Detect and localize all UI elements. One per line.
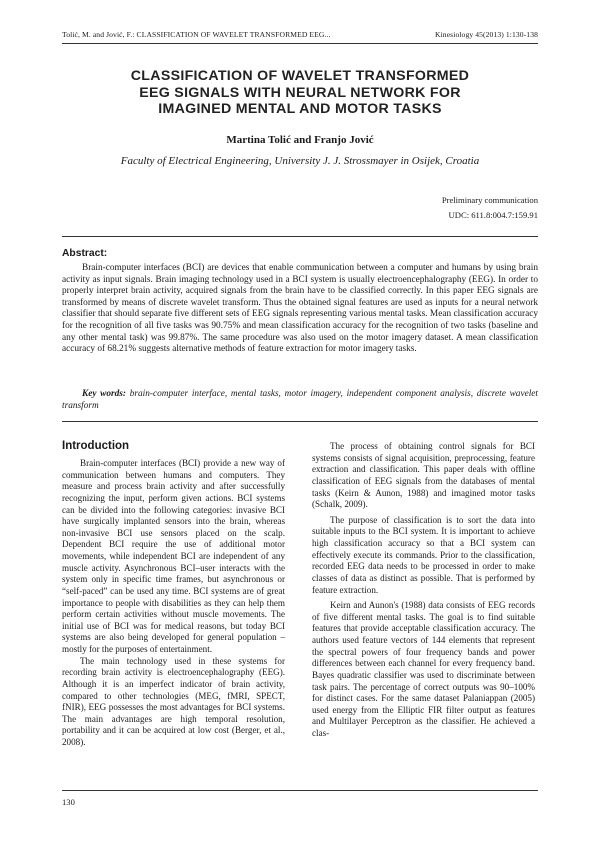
- title-line: CLASSIFICATION OF WAVELET TRANSFORMED: [130, 68, 470, 84]
- left-column: [62, 458, 285, 749]
- footer-divider: [62, 790, 538, 791]
- paragraph: Brain-computer interfaces (BCI) provide a new way of communication between humans and computers. They measure and process brain activity and after successfully recognizing the input, perform given actions. BCI systems can be divided into the following categories: invasive BCI have surgically implanted sensors into the brain, whereas non-invasive BCI use sensors placed on the scalp. Dependent BCI require the use of additional motor movements, while independent BCI are independent of any muscle activity. Asynchronous BCI–user interacts with the system only in specific time frames, but asynchronous or “self-paced” can be used any time. BCI systems are of great importance to people with disabilities as they can help them perform certain activities without muscle movements. The initial use of BCI was for medical reasons, but today BCI systems are also being developed for general population – mostly for the purposes of entertainment.: [62, 458, 285, 654]
- page-number: 130: [62, 797, 75, 807]
- paper-meta: [442, 193, 538, 223]
- abstract-bottom-divider: [62, 421, 538, 422]
- paper-type: Preliminary communication: [441, 195, 538, 205]
- running-head-journal: Kinesiology 45(2013) 1:130-138: [435, 30, 538, 39]
- paper-title: [62, 68, 538, 118]
- affiliation: Faculty of Electrical Engineering, University J. J. Strossmayer in Osijek, Croatia: [120, 155, 480, 167]
- abstract-top-divider: [62, 236, 538, 237]
- keywords: [62, 389, 538, 412]
- paragraph: The main technology used in these systems for recording brain activity is electroencephalography (EEG). Although it is an imperfect indicator of brain activity, compared to other technologies (MEG, fMRI, SPECT, fNIR), EEG possesses the most advantages for BCI systems. The main advantages are high temporal resolution, portability and it can be acquired at low cost (Berger, et al., 2008).: [62, 655, 285, 747]
- authors: Martina Tolić and Franjo Jović: [226, 134, 374, 146]
- keywords-label: Key words:: [82, 389, 127, 399]
- section-heading-introduction: Introduction: [62, 440, 130, 452]
- running-head: [62, 30, 538, 42]
- title-line: IMAGINED MENTAL AND MOTOR TASKS: [158, 101, 442, 118]
- header-divider: [62, 43, 538, 44]
- running-head-citation: Tolić, M. and Jović, F.: CLASSIFICATION OF WAVELET TRANSFORMED EEG...: [62, 30, 331, 39]
- title-line: EEG SIGNALS WITH NEURAL NETWORK FOR: [139, 84, 461, 101]
- paragraph: The process of obtaining control signals for BCI systems consists of signal acquisition, preprocessing, feature extraction and classification. This paper deals with offline classification of EEG signals from the databases of mental tasks (Keirn & Aunon, 1988) and imagined motor tasks (Schalk, 2009).: [312, 441, 535, 510]
- abstract-text: Brain-computer interfaces (BCI) are devices that enable communication between a computer and humans by using brain activity as input signals. Brain imaging technology used in a BCI system is usually electroencephalography (EEG). In order to properly interpret brain activity, acquired signals from the brain have to be classified correctly. In this paper EEG signals are transformed by means of discrete wavelet transform. Thus the obtained signal features are used as inputs for a neural network classifier that should separate five different sets of EEG signals representing various mental tasks. Mean classification accuracy for the recognition of all five tasks was 90.75% and mean classification accuracy for the recognition of two tasks (baseline and any other mental task) was 99.87%. The same procedure was also used on the motor imagery dataset. A mean classification accuracy of 68.21% suggests alternative methods of feature extraction for motor imagery tasks.: [62, 263, 538, 355]
- right-column: [312, 441, 535, 740]
- abstract-heading: Abstract:: [62, 248, 108, 259]
- paragraph: The purpose of classification is to sort the data into suitable inputs to the BCI system. It is important to achieve high classification accuracy so that a BCI system can effectively execute its commands. Prior to the classification, recorded EEG data needs to be processed in order to make classes of data as distinct as possible. That is performed by feature extraction.: [312, 514, 535, 595]
- paragraph: Keirn and Aunon's (1988) data consists of EEG records of five different mental tasks. The goal is to find suitable features that provide acceptable classification accuracy. The authors used feature vectors of 144 elements that represent the spectral powers of four frequency bands and power differences between each channel for every frequency band. Bayes quadratic classifier was used to discriminate between task pairs. The percentage of correct outputs was 90–100% for distinct cases. For the same dataset Palaniappan (2005) used energy from the Elliptic FIR filter output as features and Multilayer Perceptron as the classifier. He achieved a clas-: [312, 600, 535, 738]
- udc-code: UDC: 611.8:004.7:159.91: [448, 210, 538, 220]
- keywords-text: brain-computer interface, mental tasks, motor imagery, independent component analysis, discrete wavelet transform: [62, 389, 538, 411]
